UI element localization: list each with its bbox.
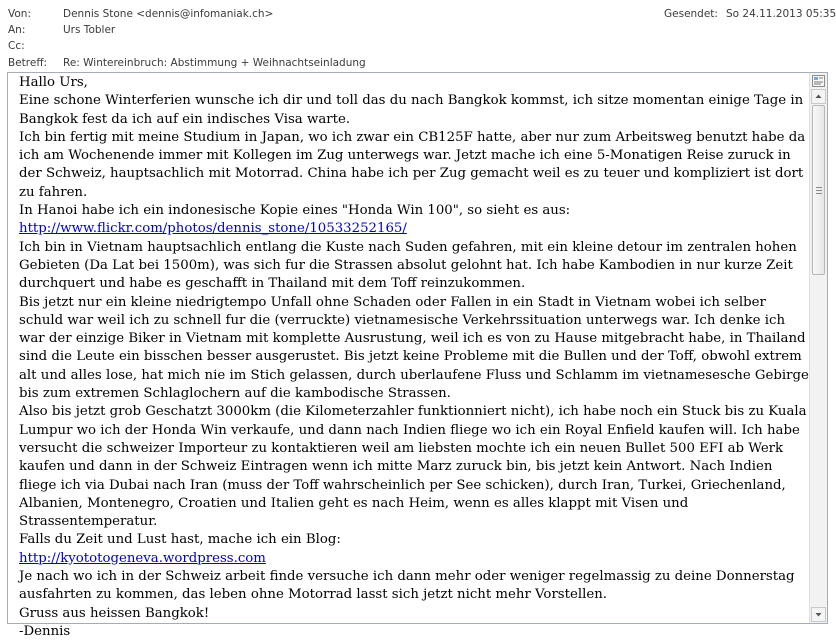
sent-label: Gesendet: <box>664 8 718 20</box>
paragraph: Gruss aus heissen Bangkok! <box>19 605 210 621</box>
paragraph: Ich bin in Vietnam hauptsachlich entlang die Kuste nach Suden gefahren, mit ein kleine detour im zentralen hohen Gebieten (Da Lat bei 1500m), was sich fur die Strassen absolut gelohnt hat. Ich habe Kambodien in nur kurze Zeit durchquert und habe es geschafft in Thailand mit dem Toff reinzukommen. <box>19 239 797 292</box>
signature-line: -Dennis <box>19 623 71 639</box>
paragraph: In Hanoi habe ich ein indonesische Kopie eines "Honda Win 100", so sieht es aus: <box>19 203 571 219</box>
paragraph: Also bis jetzt grob Geschatzt 3000km (die Kilometerzahler funktionniert nicht), ich habe noch ein Stuck bis zu Kuala Lumpur wo ich der Honda Win verkaufe, und dann nach Indien fliege wo ich ein Royal Enfield kaufen will. Ich habe versucht die schweizer Importeur zu kontaktieren weil am liebsten mochte ich ein neuen Bullet 500 EFI ab Werk kaufen und dann in der Schweiz Eintragen wenn ich mitte Marz zuruck bin, bis jetzt kein Antwort. Nach Indien fliege ich via Dubai nach Iran (muss der Toff wahrscheinlich per See schicken), durch Iran, Turkei, Griechenland, Albanien, Montenegro, Croatien und Italien geht es nach Heim, wenn es alles klappt mit Visen und Strassentemperatur. <box>19 404 807 530</box>
to-label: An: <box>8 24 26 36</box>
message-body[interactable] <box>19 74 809 639</box>
greeting-line: Hallo Urs, <box>19 75 88 90</box>
thumb-grip <box>816 193 822 194</box>
to-value[interactable]: Urs Tobler <box>63 24 116 36</box>
subject-value: Re: Wintereinbruch: Abstimmung + Weihnachtseinladung <box>63 57 366 69</box>
paragraph: Eine schone Winterferien wunsche ich dir und toll das du nach Bangkok kommst, ich sitze momentan einige Tage in Bangkok fest da ich auf ein indisches Visa warte. <box>19 93 804 127</box>
scroll-up-button[interactable] <box>811 89 826 104</box>
thumb-grip <box>816 190 822 191</box>
sent-value: So 24.11.2013 05:35 <box>726 8 836 20</box>
paragraph: Bis jetzt nur ein kleine niedrigtempo Unfall ohne Schaden oder Fallen in ein Stadt in Vietnam wobei ich selber schuld war weil ich zu schnell fur die (verruckte) vietnamesische Verkehrssituation unterwegs war. Ich denke ich war der einzige Biker in Vietnam mit komplette Ausrustung, weil ich es von zu Hause mitgebracht habe, in Thailand sind die Leute ein bisschen besser ausgerustet. Bis jetzt keine Probleme mit die Bullen und der Toff, obwohl extrem alt und alles lose, hat mich nie im Stich gelassen, durch uberlaufene Fluss und Schlamm im vietnamesesche Gebirge bis zum extremen Schlaglochern auf die kambodische Strassen. <box>19 294 809 402</box>
paragraph: Falls du Zeit und Lust hast, mache ich ein Blog: <box>19 532 341 548</box>
chevron-up-icon <box>812 90 825 103</box>
paragraph: Ich bin fertig mit meine Studium in Japan, wo ich zwar ein CB125F hatte, aber nur zum Arbeitsweg benutzt habe da ich am Wochenende immer mit Kollegen im Zug unterwegs war. Jetzt mache ich eine 5-Monatigen Reise zuruck in der Schweiz, hauptsachlich mit Motorrad. China habe ich per Zug gemacht weil es zu teuer und kompliziert ist dort zu fahren. <box>19 129 806 200</box>
cc-label: Cc: <box>8 40 25 52</box>
flickr-link[interactable]: http://www.flickr.com/photos/dennis_stone/10533252165/ <box>19 221 407 237</box>
scroll-thumb[interactable] <box>812 105 825 275</box>
scroll-down-button[interactable] <box>811 607 826 622</box>
message-body-frame[interactable] <box>7 72 828 639</box>
thumb-grip <box>816 187 822 188</box>
chevron-down-icon <box>812 608 825 621</box>
from-label: Von: <box>8 8 31 20</box>
paragraph: Je nach wo ich in der Schweiz arbeit finde versuche ich dann mehr oder weniger regelmassig zu deine Donnerstag ausfahrten zu kommen, das leben ohne Motorrad lasst sich jetzt nicht mehr Vorstellen. <box>19 569 795 603</box>
from-value[interactable]: Dennis Stone <dennis@infomaniak.ch> <box>63 8 274 20</box>
vertical-scrollbar[interactable] <box>809 73 827 623</box>
subject-label: Betreff: <box>8 57 48 69</box>
reading-pane-icon[interactable] <box>812 75 825 87</box>
message-header <box>0 0 835 71</box>
blog-link[interactable]: http://kyototogeneva.wordpress.com <box>19 550 266 566</box>
